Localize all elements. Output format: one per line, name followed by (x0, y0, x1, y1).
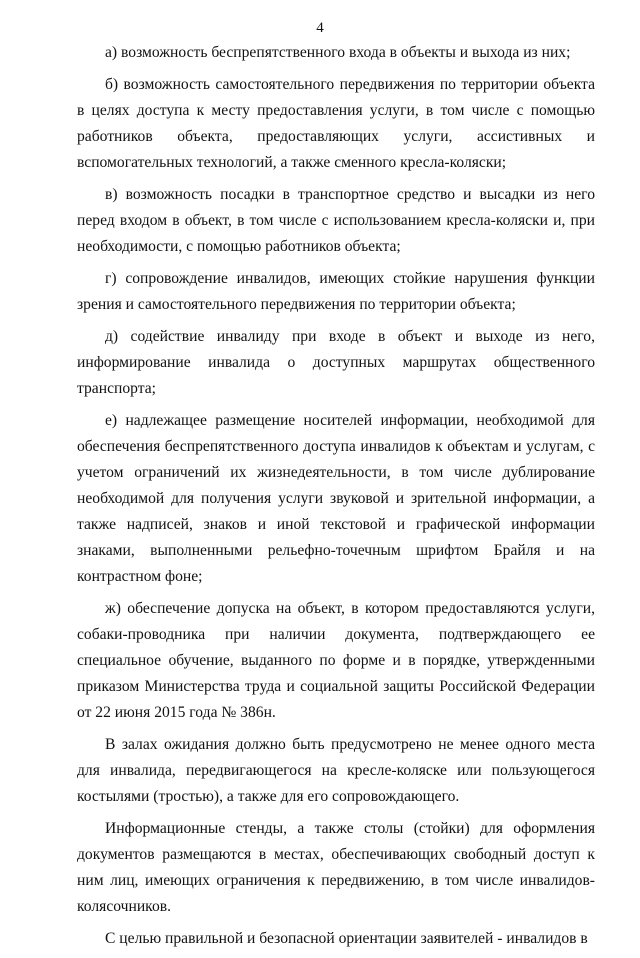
paragraph-d: д) содействие инвалиду при входе в объект и выходе из него, информирование инвалида о доступных маршрутах общественного транспорта; (77, 328, 595, 397)
page-number: 4 (316, 20, 324, 36)
paragraph-orientation: С целью правильной и безопасной ориентации заявителей - инвалидов в (105, 930, 588, 947)
document-body (77, 40, 595, 958)
paragraph-zh: ж) обеспечение допуска на объект, в котором предоставляются услуги, собаки-проводника при наличии документа, подтверждающего ее специальное обучение, выданного по форме и в порядке, утвержденными приказом Министерства труда и социальной защиты Российской Федерации от 22 июня 2015 года № 386н. (77, 600, 595, 721)
paragraph-b: б) возможность самостоятельного передвижения по территории объекта в целях доступа к месту предоставления услуги, в том числе с помощью работников объекта, предоставляющих услуги, ассистивных и вспомогательных технологий, а также сменного кресла-коляски; (77, 76, 595, 171)
paragraph-e: е) надлежащее размещение носителей информации, необходимой для обеспечения беспрепятственного доступа инвалидов к объектам и услугам, с учетом ограничений их жизнедеятельности, в том числе дублирование необходимой для получения услуги звуковой и зрительной информации, а также надписей, знаков и иной текстовой и графической информации знаками, выполненными рельефно-точечным шрифтом Брайля и на контрастном фоне; (77, 412, 595, 585)
paragraph-v: в) возможность посадки в транспортное средство и высадки из него перед входом в объект, в том числе с использованием кресла-коляски и, при необходимости, с помощью работников объекта; (77, 186, 595, 255)
paragraph-a: а) возможность беспрепятственного входа в объекты и выхода из них; (105, 44, 571, 61)
paragraph-information-stands: Информационные стенды, а также столы (стойки) для оформления документов размещаются в местах, обеспечивающих свободный доступ к ним лиц, имеющих ограничения к передвижению, в том числе инвалидов-колясочников. (77, 820, 595, 915)
paragraph-g: г) сопровождение инвалидов, имеющих стойкие нарушения функции зрения и самостоятельного передвижения по территории объекта; (77, 270, 595, 313)
paragraph-waiting-rooms: В залах ожидания должно быть предусмотрено не менее одного места для инвалида, передвигающегося на кресле-коляске или пользующегося костылями (тростью), а также для его сопровождающего. (77, 736, 595, 805)
